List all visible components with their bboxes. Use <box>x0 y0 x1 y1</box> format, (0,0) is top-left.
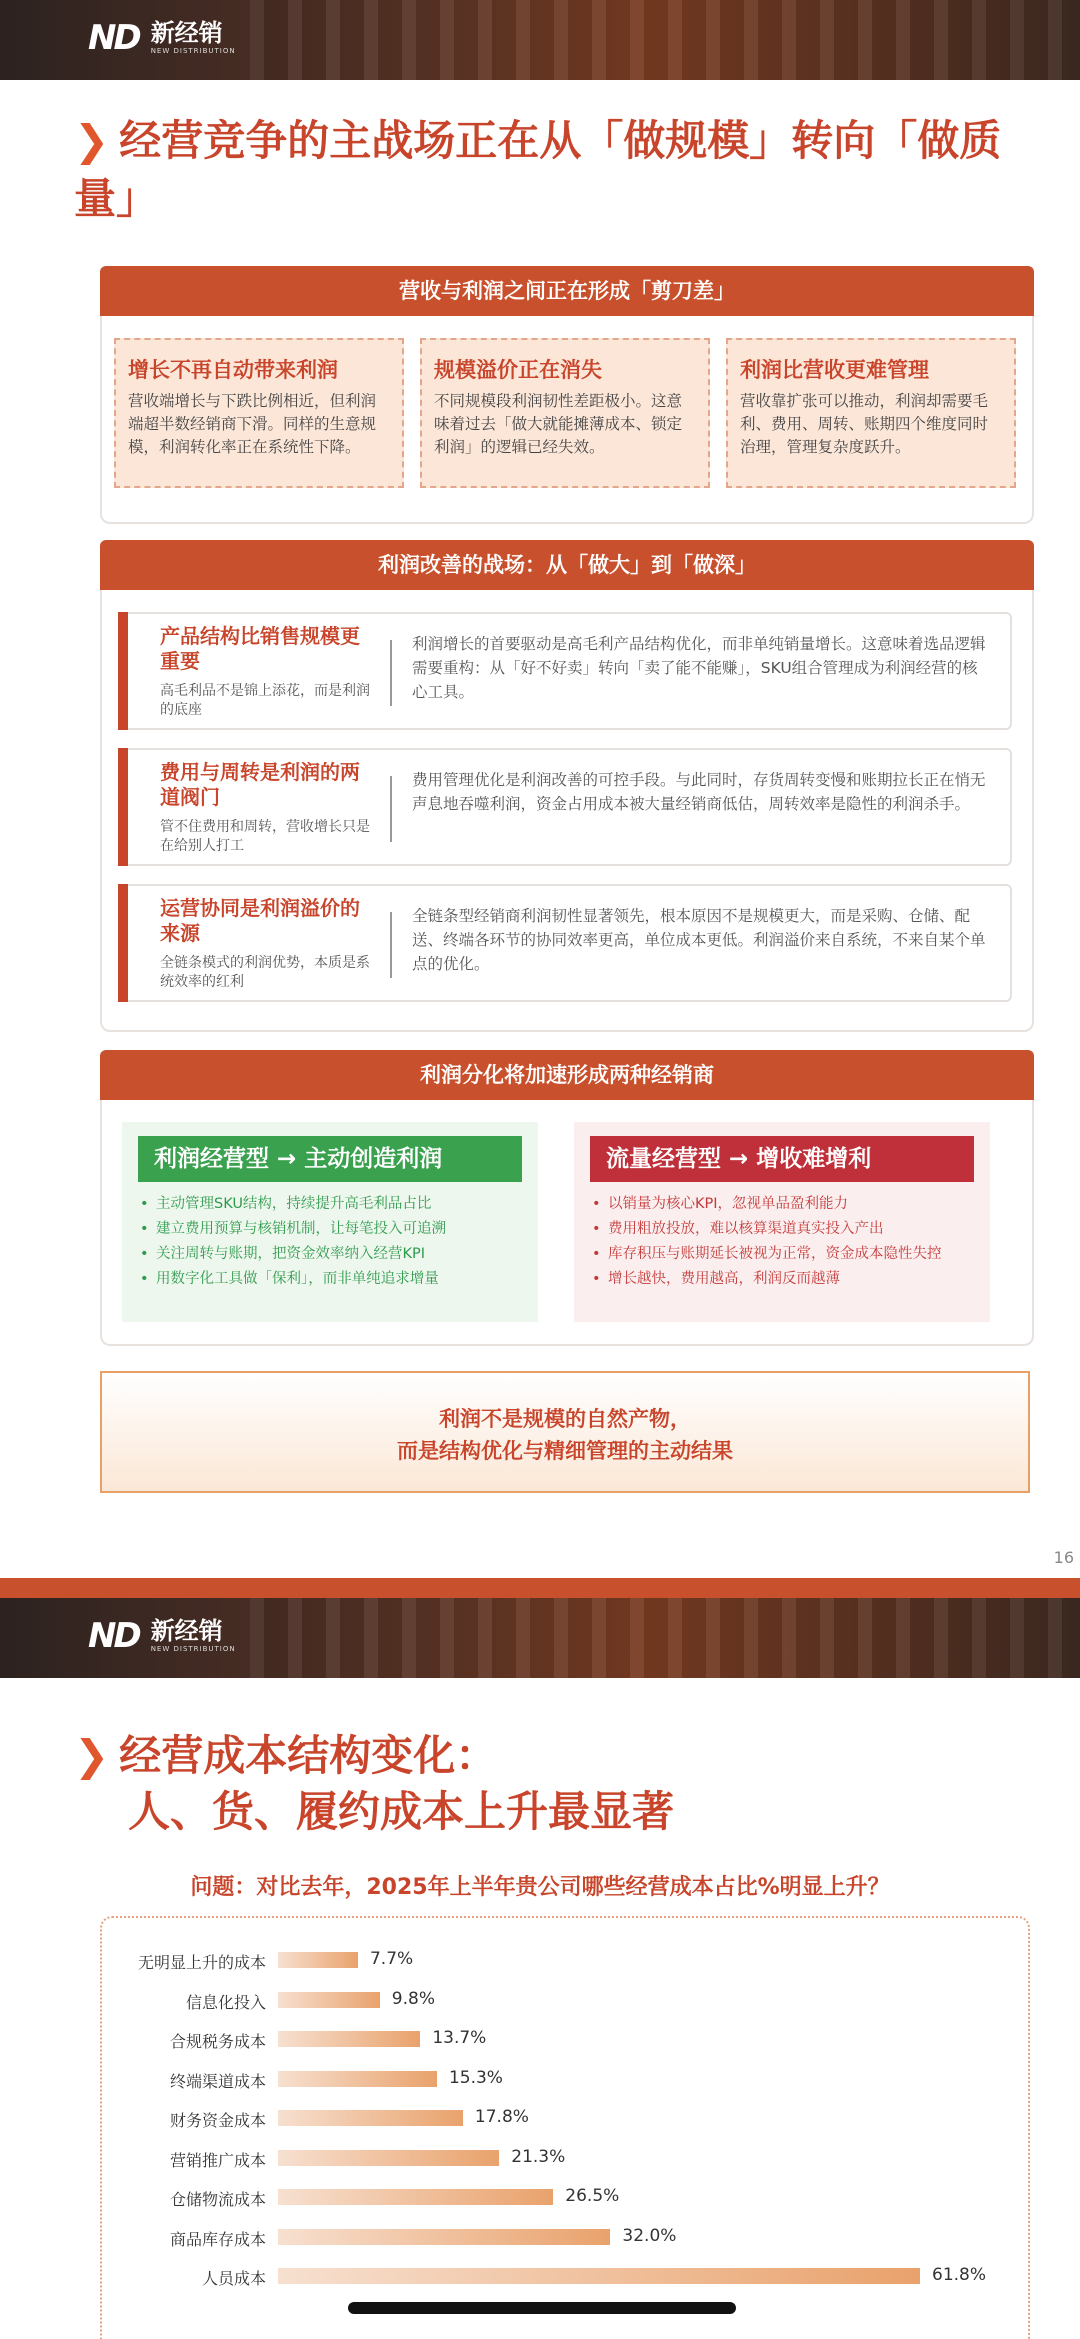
dealer-types-panel-header: 利润分化将加速形成两种经销商 <box>100 1050 1034 1100</box>
battlefield-panel-header: 利润改善的战场：从「做大」到「做深」 <box>100 540 1034 590</box>
header-banner <box>0 0 1080 80</box>
scissor-card-title: 增长不再自动带来利润 <box>128 358 338 382</box>
battle-row <box>118 748 1012 866</box>
category-label: 财务资金成本 <box>169 2111 266 2130</box>
list-item: • 以销量为核心KPI，忽视单品盈利能力 <box>604 1192 974 1217</box>
conclusion-box <box>100 1371 1030 1493</box>
page-number: 16 <box>1053 1548 1074 1567</box>
profit-type-list <box>138 1192 522 1292</box>
bar <box>278 2268 920 2284</box>
scissor-panel-header: 营收与利润之间正在形成「剪刀差」 <box>100 266 1034 316</box>
page-title-text: 经营竞争的主战场正在从「做规模」转向「做质量」 <box>74 116 1002 223</box>
page-title-line: 经营成本结构变化： <box>119 1731 498 1780</box>
category-label: 信息化投入 <box>185 1992 266 2012</box>
list-item: • 增长越快，费用越高，利润反而越薄 <box>604 1267 974 1292</box>
logo-tagline: NEW DISTRIBUTION <box>150 1645 236 1653</box>
list-item: • 费用粗放投放，难以核算渠道真实投入产出 <box>604 1217 974 1242</box>
scissor-card-desc: 营收端增长与下跌比例相近，但利润端超半数经销商下滑。同样的生意规模，利润转化率正在系统性下降。 <box>128 392 377 456</box>
profit-type-label: 利润经营型 → 主动创造利润 <box>138 1136 522 1182</box>
scissor-card-desc: 营收靠扩张可以推动，利润却需要毛利、费用、周转、账期四个维度同时治理，管理复杂度跃升。 <box>740 392 989 456</box>
survey-question: 问题：对比去年，2025年上半年贵公司哪些经营成本占比%明显上升？ <box>190 1875 890 1900</box>
battle-row <box>118 612 1012 730</box>
banner-photo <box>250 1598 1080 1678</box>
scissor-card-title: 规模溢价正在消失 <box>434 358 602 382</box>
battle-row-title: 费用与周转是利润的两道阀门 <box>160 760 360 809</box>
bar <box>278 1952 358 1968</box>
battle-row-desc: 全链条型经销商利润韧性显著领先，根本原因不是规模更大，而是采购、仓储、配送、终端各环节的协同效率更高，单位成本更低。利润溢价来自系统，不来自某个单点的优化。 <box>412 907 986 973</box>
bar <box>278 2229 610 2245</box>
category-label: 终端渠道成本 <box>169 2071 266 2091</box>
value-label: 9.8% <box>391 1988 435 2009</box>
accent-bar <box>118 884 128 1002</box>
slide-17 <box>0 1598 1080 2339</box>
list-item: • 库存积压与账期延长被视为正常，资金成本隐性失控 <box>604 1242 974 1267</box>
category-label: 无明显上升的成本 <box>137 1953 266 1972</box>
dealer-types-panel <box>100 1050 1034 1346</box>
battle-row-title: 运营协同是利润溢价的来源 <box>160 896 360 945</box>
scissor-card <box>114 338 404 488</box>
value-label: 17.8% <box>474 2107 529 2127</box>
battlefield-panel <box>100 540 1034 1032</box>
logo-mark: ND <box>88 1616 139 1656</box>
scissor-card <box>420 338 710 488</box>
logo-mark: ND <box>88 18 139 58</box>
category-label: 仓储物流成本 <box>169 2190 266 2209</box>
battle-row-subtitle: 全链条模式的利润优势，本质是系统效率的红利 <box>160 955 370 990</box>
battle-row-subtitle: 高毛利品不是锦上添花，而是利润的底座 <box>160 683 370 718</box>
logo-name: 新经销 <box>150 1616 223 1645</box>
scissor-card <box>726 338 1016 488</box>
value-label: 13.7% <box>432 2028 487 2048</box>
traffic-type-card <box>574 1122 990 1322</box>
cost-increase-chart <box>100 1916 1030 2339</box>
list-item: • 关注周转与账期，把资金效率纳入经营KPI <box>152 1242 522 1267</box>
page-title <box>74 112 1044 228</box>
bar <box>278 2189 553 2205</box>
value-label: 21.3% <box>511 2146 566 2167</box>
home-indicator[interactable] <box>348 2302 736 2314</box>
page-title <box>74 1728 1044 1840</box>
chevron-right-icon: ❯ <box>74 1731 110 1780</box>
bar <box>278 1992 380 2008</box>
accent-bar <box>118 748 128 866</box>
battle-row-desc: 费用管理优化是利润改善的可控手段。与此同时，存货周转变慢和账期拉长正在悄无声息地吞噬利润，资金占用成本被大量经销商低估，周转效率是隐性的利润杀手。 <box>412 771 986 813</box>
scissor-panel <box>100 266 1034 524</box>
brand-logo <box>88 18 236 58</box>
chevron-right-icon: ❯ <box>74 116 110 165</box>
value-label: 15.3% <box>448 2067 503 2088</box>
divider <box>390 912 392 978</box>
list-item: • 用数字化工具做「保利」，而非单纯追求增量 <box>152 1267 522 1292</box>
battle-row-subtitle: 管不住费用和周转，营收增长只是在给别人打工 <box>160 819 370 854</box>
category-label: 人员成本 <box>201 2269 266 2288</box>
bar <box>278 2150 499 2166</box>
traffic-type-label: 流量经营型 → 增收难增利 <box>590 1136 974 1182</box>
category-label: 营销推广成本 <box>169 2150 266 2170</box>
accent-bar <box>118 612 128 730</box>
category-label: 合规税务成本 <box>169 2032 266 2051</box>
page-title-line: 人、货、履约成本上升最显著 <box>128 1787 675 1836</box>
value-label: 26.5% <box>565 2186 620 2206</box>
profit-type-card <box>122 1122 538 1322</box>
bar <box>278 2071 437 2087</box>
value-label: 7.7% <box>369 1949 414 1969</box>
divider <box>390 640 392 706</box>
category-label: 商品库存成本 <box>169 2229 266 2249</box>
battle-row <box>118 884 1012 1002</box>
battle-row-title: 产品结构比销售规模更重要 <box>160 624 360 673</box>
scissor-card-desc: 不同规模段利润韧性差距极小。这意味着过去「做大就能摊薄成本、锁定利润」的逻辑已经失效。 <box>434 392 683 456</box>
battle-row-desc: 利润增长的首要驱动是高毛利产品结构优化，而非单纯销量增长。这意味着选品逻辑需要重构：从「好不好卖」转向「卖了能不能赚」，SKU组合管理成为利润经营的核心工具。 <box>412 635 986 701</box>
scissor-card-title: 利润比营收更难管理 <box>740 358 929 382</box>
value-label: 61.8% <box>932 2265 987 2285</box>
value-label: 32.0% <box>622 2225 677 2246</box>
conclusion-line: 利润不是规模的自然产物， <box>439 1407 691 1431</box>
header-banner <box>0 1598 1080 1678</box>
logo-name: 新经销 <box>150 18 223 47</box>
conclusion-line: 而是结构优化与精细管理的主动结果 <box>397 1439 733 1463</box>
brand-logo <box>88 1616 236 1656</box>
logo-tagline: NEW DISTRIBUTION <box>150 47 236 55</box>
list-item: • 主动管理SKU结构，持续提升高毛利品占比 <box>152 1192 522 1217</box>
slide-footer-band <box>0 1578 1080 1598</box>
divider <box>390 776 392 842</box>
list-item: • 建立费用预算与核销机制，让每笔投入可追溯 <box>152 1217 522 1242</box>
bar <box>278 2110 463 2126</box>
traffic-type-list <box>590 1192 974 1292</box>
banner-photo <box>250 0 1080 80</box>
bar <box>278 2031 420 2047</box>
